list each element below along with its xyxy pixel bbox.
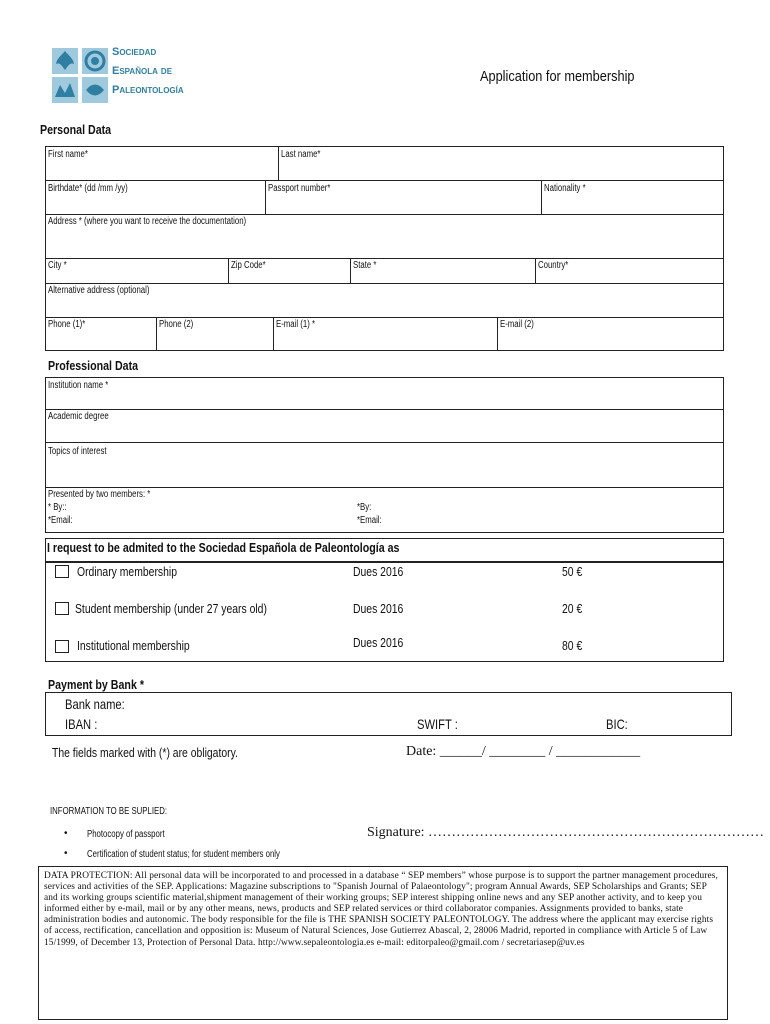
zip-code-field[interactable]: Zip Code* [231,260,266,271]
logo-line: Paleontología [112,84,184,96]
institutional-price: 80 € [562,638,583,653]
ordinary-dues-label: Dues 2016 [353,564,404,579]
address-field[interactable]: Address * (where you want to receive the documentation) [48,216,247,227]
bullet-icon: • [64,828,68,839]
payment-heading: Payment by Bank * [48,677,144,692]
professional-data-table [45,377,724,533]
phone1-field[interactable]: Phone (1)* [48,319,86,330]
nationality-field[interactable]: Nationality * [544,183,586,194]
email2-field[interactable]: E-mail (2) [500,319,534,330]
passport-field[interactable]: Passport number* [268,183,331,194]
member2-by-field[interactable]: *By: [357,502,372,513]
payment-box [45,692,732,736]
member1-by-field[interactable]: * By:: [48,502,67,513]
city-field[interactable]: City * [48,260,67,271]
personal-data-table [45,146,724,351]
date-field[interactable]: Date: ______/ ________ / ____________ [406,744,641,759]
info-item: Photocopy of passport [87,829,165,840]
logo-line: Española de [112,65,173,77]
iban-field[interactable]: IBAN : [65,716,98,732]
data-protection-box [38,866,728,1020]
student-dues-label: Dues 2016 [353,601,404,616]
fossil-logo-icon [82,77,108,103]
ordinary-membership-checkbox[interactable] [55,565,69,578]
membership-heading: I request to be admited to the Sociedad Española de Paleontología as [47,540,400,555]
institutional-membership-label: Institutional membership [77,638,190,653]
form-title: Application for membership [480,68,635,85]
info-item: Certification of student status; for student members only [87,849,280,860]
member1-email-field[interactable]: *Email: [48,515,73,526]
student-membership-label: Student membership (under 27 years old) [75,601,267,616]
first-name-field[interactable]: First name* [48,149,88,160]
alternative-address-field[interactable]: Alternative address (optional) [48,285,150,296]
fossil-logo-icon [82,48,108,74]
data-protection-text: DATA PROTECTION: All personal data will be incorporated to and processed in a database “ SEP members” whose purpose is to support the partner management procedures, services and activities of the SEP. Applications: Magazine subscriptions to "Spanish Journal of Palaeontology"; program Annual Awards, SEP Scholarships and Grants; SEP and its working groups scientific material,shipment management of their working groups; SEP interest shipping online news and any SEP another activity, and to keep you informed either by e-mail, mail or by any other means, news, products and SEP related services or third collaborator companies. Assignments provided to banks, state administration bodies and autonomic. The body responsible for the file is THE SPANISH SOCIETY PALEONTOLOGY. The address where the applicant may exercise rights of access, rectification, cancellation and opposition is: Museum of Natural Sciences, Jose Gutierrez Abascal, 2, 28006 Madrid, reported in compliance with Article 5 of Law 15/1999, of December 13, Protection of Personal Data. http://www.sepaleontologia.es e-mail: editorpaleo@gmail.com / secretariasep@uv.es [44,871,718,948]
bic-field[interactable]: BIC: [606,716,628,732]
member2-email-field[interactable]: *Email: [357,515,382,526]
academic-degree-field[interactable]: Academic degree [48,411,109,422]
society-logo [52,44,202,104]
student-membership-checkbox[interactable] [55,602,69,615]
swift-field[interactable]: SWIFT : [417,716,458,732]
state-field[interactable]: State * [353,260,377,271]
country-field[interactable]: Country* [538,260,569,271]
professional-data-heading: Professional Data [48,358,139,373]
fossil-logo-icon [52,77,78,103]
ordinary-membership-label: Ordinary membership [77,564,177,579]
bullet-icon: • [64,848,68,859]
bank-name-field[interactable]: Bank name: [65,696,125,712]
birthdate-field[interactable]: Birthdate* (dd /mm /yy) [48,183,128,194]
obligatory-note: The fields marked with (*) are obligatory. [52,745,238,760]
personal-data-heading: Personal Data [40,122,112,137]
logo-line: Sociedad [112,46,157,58]
ordinary-price: 50 € [562,564,583,579]
institutional-dues-label: Dues 2016 [353,635,404,650]
institutional-membership-checkbox[interactable] [55,640,69,653]
student-price: 20 € [562,601,583,616]
fossil-logo-icon [52,48,78,74]
signature-field[interactable]: Signature: ……………………………………………………………… [367,825,765,840]
last-name-field[interactable]: Last name* [281,149,321,160]
phone2-field[interactable]: Phone (2) [159,319,194,330]
email1-field[interactable]: E-mail (1) * [276,319,316,330]
institution-field[interactable]: Institution name * [48,380,109,391]
presented-by-label: Presented by two members: * [48,489,151,500]
info-heading: INFORMATION TO BE SUPLIED: [50,806,168,817]
topics-field[interactable]: Topics of interest [48,446,107,457]
